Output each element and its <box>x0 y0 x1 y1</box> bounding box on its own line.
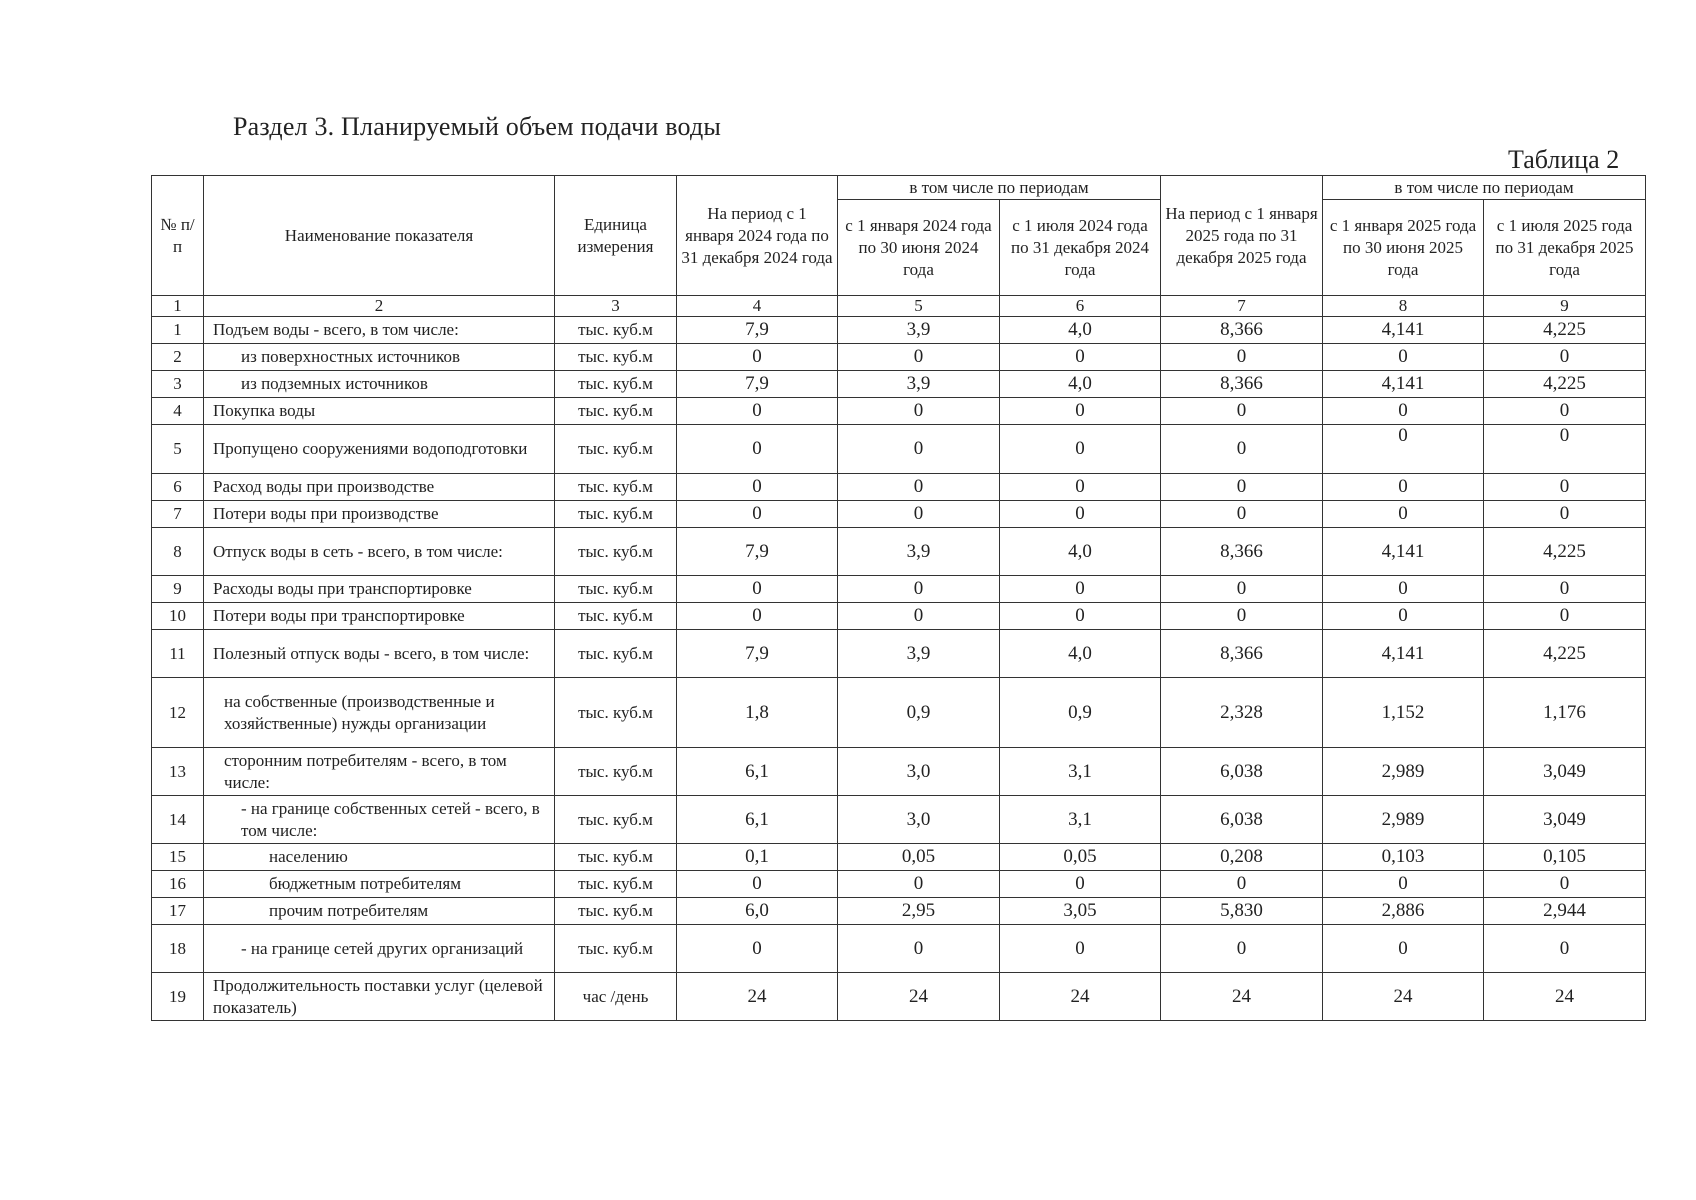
row-value: 0 <box>677 344 838 371</box>
row-value: 2,886 <box>1323 898 1484 925</box>
row-value: 0 <box>1000 501 1161 528</box>
row-name: Продолжительность поставки услуг (целевой показатель) <box>204 973 555 1021</box>
table-row <box>152 425 1646 474</box>
header-unit: Единица измерения <box>555 176 677 296</box>
row-value: 4,225 <box>1484 528 1646 576</box>
row-value: 0 <box>838 425 1000 474</box>
row-value: 0 <box>1000 398 1161 425</box>
col-number: 5 <box>838 296 1000 317</box>
row-unit: тыс. куб.м <box>555 317 677 344</box>
row-name: Покупка воды <box>204 398 555 425</box>
row-value: 0 <box>1323 474 1484 501</box>
table-row <box>152 603 1646 630</box>
row-value: 5,830 <box>1161 898 1323 925</box>
header-group-2024: в том числе по периодам <box>838 176 1161 200</box>
row-number: 14 <box>152 796 204 844</box>
col-number: 2 <box>204 296 555 317</box>
row-unit: тыс. куб.м <box>555 371 677 398</box>
row-number: 2 <box>152 344 204 371</box>
col-number: 8 <box>1323 296 1484 317</box>
header-num: № п/п <box>152 176 204 296</box>
row-value: 0 <box>838 474 1000 501</box>
row-value: 0 <box>838 925 1000 973</box>
row-value: 7,9 <box>677 371 838 398</box>
table-row <box>152 844 1646 871</box>
row-value: 3,9 <box>838 317 1000 344</box>
row-unit: тыс. куб.м <box>555 925 677 973</box>
row-unit: тыс. куб.м <box>555 898 677 925</box>
row-value: 1,152 <box>1323 678 1484 748</box>
table-row <box>152 925 1646 973</box>
row-value: 0 <box>677 871 838 898</box>
row-value: 4,141 <box>1323 528 1484 576</box>
row-value: 0 <box>677 425 838 474</box>
row-value: 0 <box>1000 344 1161 371</box>
row-value: 0,1 <box>677 844 838 871</box>
table-label: Таблица 2 <box>1508 145 1620 174</box>
row-value: 3,0 <box>838 748 1000 796</box>
row-name: - на границе собственных сетей - всего, в том числе: <box>204 796 555 844</box>
row-number: 10 <box>152 603 204 630</box>
col-number: 4 <box>677 296 838 317</box>
row-unit: тыс. куб.м <box>555 474 677 501</box>
row-number: 4 <box>152 398 204 425</box>
row-name: сторонним потребителям - всего, в том числе: <box>204 748 555 796</box>
row-value: 0 <box>1323 925 1484 973</box>
row-value: 4,141 <box>1323 630 1484 678</box>
row-value: 4,0 <box>1000 630 1161 678</box>
table-row <box>152 576 1646 603</box>
row-value: 4,225 <box>1484 371 1646 398</box>
row-value: 0 <box>838 501 1000 528</box>
row-value: 0 <box>1484 398 1646 425</box>
row-value: 8,366 <box>1161 528 1323 576</box>
col-number: 3 <box>555 296 677 317</box>
row-number: 7 <box>152 501 204 528</box>
row-value: 0 <box>1161 603 1323 630</box>
row-value: 2,328 <box>1161 678 1323 748</box>
row-number: 8 <box>152 528 204 576</box>
row-number: 15 <box>152 844 204 871</box>
row-value: 0 <box>1161 425 1323 474</box>
row-value: 0 <box>1323 398 1484 425</box>
table-row <box>152 317 1646 344</box>
row-value: 0,105 <box>1484 844 1646 871</box>
row-number: 3 <box>152 371 204 398</box>
row-value: 3,1 <box>1000 748 1161 796</box>
row-value: 8,366 <box>1161 630 1323 678</box>
header-h1-2025: с 1 января 2025 года по 30 июня 2025 года <box>1323 200 1484 296</box>
row-value: 4,0 <box>1000 371 1161 398</box>
row-value: 7,9 <box>677 630 838 678</box>
row-value: 2,944 <box>1484 898 1646 925</box>
row-value: 0 <box>838 398 1000 425</box>
header-h2-2025: с 1 июля 2025 года по 31 декабря 2025 года <box>1484 200 1646 296</box>
row-value: 24 <box>1484 973 1646 1021</box>
row-value: 24 <box>1000 973 1161 1021</box>
table-row <box>152 501 1646 528</box>
row-value: 0,9 <box>838 678 1000 748</box>
row-value: 4,225 <box>1484 630 1646 678</box>
row-name: бюджетным потребителям <box>204 871 555 898</box>
row-value: 3,049 <box>1484 796 1646 844</box>
row-unit: тыс. куб.м <box>555 796 677 844</box>
table-row <box>152 398 1646 425</box>
row-value: 1,176 <box>1484 678 1646 748</box>
header-name: Наименование показателя <box>204 176 555 296</box>
row-value: 3,1 <box>1000 796 1161 844</box>
row-value: 3,0 <box>838 796 1000 844</box>
row-value: 24 <box>677 973 838 1021</box>
table-row <box>152 474 1646 501</box>
row-name: прочим потребителям <box>204 898 555 925</box>
table-row <box>152 973 1646 1021</box>
row-value: 0 <box>1484 925 1646 973</box>
table-row <box>152 371 1646 398</box>
row-name: из подземных источников <box>204 371 555 398</box>
row-value: 0 <box>1323 344 1484 371</box>
row-number: 19 <box>152 973 204 1021</box>
row-value: 3,05 <box>1000 898 1161 925</box>
row-value: 4,141 <box>1323 317 1484 344</box>
row-value: 0 <box>1000 603 1161 630</box>
header-period-2024: На период с 1 января 2024 года по 31 декабря 2024 года <box>677 176 838 296</box>
row-value: 7,9 <box>677 317 838 344</box>
col-number: 1 <box>152 296 204 317</box>
row-value: 0 <box>1484 603 1646 630</box>
row-value: 6,038 <box>1161 796 1323 844</box>
row-name: - на границе сетей других организаций <box>204 925 555 973</box>
row-value: 4,0 <box>1000 317 1161 344</box>
row-number: 12 <box>152 678 204 748</box>
table-row <box>152 678 1646 748</box>
row-unit: тыс. куб.м <box>555 603 677 630</box>
row-unit: тыс. куб.м <box>555 528 677 576</box>
row-value: 0 <box>1484 425 1646 474</box>
row-value: 6,038 <box>1161 748 1323 796</box>
row-number: 16 <box>152 871 204 898</box>
row-value: 0 <box>838 871 1000 898</box>
row-value: 0 <box>1161 871 1323 898</box>
table-row <box>152 898 1646 925</box>
row-value: 0 <box>1484 576 1646 603</box>
row-name: Пропущено сооружениями водоподготовки <box>204 425 555 474</box>
table-row <box>152 344 1646 371</box>
row-value: 2,95 <box>838 898 1000 925</box>
row-name: Полезный отпуск воды - всего, в том числе: <box>204 630 555 678</box>
row-value: 4,225 <box>1484 317 1646 344</box>
row-value: 0 <box>1000 576 1161 603</box>
row-number: 17 <box>152 898 204 925</box>
row-unit: тыс. куб.м <box>555 630 677 678</box>
row-unit: тыс. куб.м <box>555 425 677 474</box>
row-value: 3,049 <box>1484 748 1646 796</box>
row-number: 13 <box>152 748 204 796</box>
row-value: 0 <box>1484 871 1646 898</box>
row-value: 24 <box>838 973 1000 1021</box>
row-value: 0 <box>1323 576 1484 603</box>
table-row <box>152 528 1646 576</box>
col-number: 6 <box>1000 296 1161 317</box>
row-value: 2,989 <box>1323 796 1484 844</box>
row-number: 6 <box>152 474 204 501</box>
row-number: 5 <box>152 425 204 474</box>
row-value: 3,9 <box>838 630 1000 678</box>
row-name: Подъем воды - всего, в том числе: <box>204 317 555 344</box>
row-value: 6,0 <box>677 898 838 925</box>
row-name: Потери воды при производстве <box>204 501 555 528</box>
row-value: 0 <box>677 398 838 425</box>
row-name: Потери воды при транспортировке <box>204 603 555 630</box>
row-value: 0 <box>1323 501 1484 528</box>
row-name: из поверхностных источников <box>204 344 555 371</box>
row-unit: тыс. куб.м <box>555 678 677 748</box>
row-unit: час /день <box>555 973 677 1021</box>
row-number: 9 <box>152 576 204 603</box>
row-value: 0 <box>1161 501 1323 528</box>
row-value: 3,9 <box>838 528 1000 576</box>
row-name: населению <box>204 844 555 871</box>
section-title: Раздел 3. Планируемый объем подачи воды <box>233 112 722 141</box>
row-unit: тыс. куб.м <box>555 844 677 871</box>
header-h1-2024: с 1 января 2024 года по 30 июня 2024 года <box>838 200 1000 296</box>
table-row <box>152 630 1646 678</box>
water-supply-table <box>151 175 1646 1021</box>
row-number: 11 <box>152 630 204 678</box>
row-value: 8,366 <box>1161 317 1323 344</box>
row-name: на собственные (производственные и хозяйственные) нужды организации <box>204 678 555 748</box>
row-value: 0 <box>1161 925 1323 973</box>
row-value: 0 <box>677 501 838 528</box>
row-value: 24 <box>1161 973 1323 1021</box>
row-name: Отпуск воды в сеть - всего, в том числе: <box>204 528 555 576</box>
row-value: 7,9 <box>677 528 838 576</box>
row-value: 0 <box>1484 501 1646 528</box>
row-unit: тыс. куб.м <box>555 501 677 528</box>
row-unit: тыс. куб.м <box>555 344 677 371</box>
row-value: 0 <box>1161 474 1323 501</box>
row-value: 0,9 <box>1000 678 1161 748</box>
row-name: Расход воды при производстве <box>204 474 555 501</box>
row-value: 0 <box>677 603 838 630</box>
row-unit: тыс. куб.м <box>555 871 677 898</box>
row-value: 0 <box>1000 871 1161 898</box>
row-value: 0 <box>838 603 1000 630</box>
row-value: 0 <box>1161 576 1323 603</box>
row-value: 0 <box>677 576 838 603</box>
row-unit: тыс. куб.м <box>555 576 677 603</box>
col-number: 9 <box>1484 296 1646 317</box>
row-value: 8,366 <box>1161 371 1323 398</box>
row-value: 0,103 <box>1323 844 1484 871</box>
row-value: 6,1 <box>677 748 838 796</box>
row-value: 2,989 <box>1323 748 1484 796</box>
row-unit: тыс. куб.м <box>555 398 677 425</box>
row-value: 0 <box>838 576 1000 603</box>
row-value: 0,05 <box>1000 844 1161 871</box>
table-row <box>152 748 1646 796</box>
row-value: 3,9 <box>838 371 1000 398</box>
row-unit: тыс. куб.м <box>555 748 677 796</box>
row-number: 1 <box>152 317 204 344</box>
row-value: 0 <box>1000 925 1161 973</box>
row-value: 0,05 <box>838 844 1000 871</box>
table-row <box>152 796 1646 844</box>
row-value: 24 <box>1323 973 1484 1021</box>
column-number-row <box>152 296 1646 317</box>
row-value: 0 <box>1484 474 1646 501</box>
row-value: 0 <box>677 474 838 501</box>
row-value: 0 <box>1323 871 1484 898</box>
row-value: 6,1 <box>677 796 838 844</box>
row-number: 18 <box>152 925 204 973</box>
row-value: 0 <box>677 925 838 973</box>
row-value: 0 <box>838 344 1000 371</box>
row-value: 0 <box>1323 425 1484 474</box>
row-value: 0 <box>1484 344 1646 371</box>
row-value: 0 <box>1161 344 1323 371</box>
row-value: 0,208 <box>1161 844 1323 871</box>
header-period-2025: На период с 1 января 2025 года по 31 декабря 2025 года <box>1161 176 1323 296</box>
header-h2-2024: с 1 июля 2024 года по 31 декабря 2024 года <box>1000 200 1161 296</box>
col-number: 7 <box>1161 296 1323 317</box>
row-value: 0 <box>1000 425 1161 474</box>
table-row <box>152 871 1646 898</box>
row-value: 0 <box>1161 398 1323 425</box>
row-value: 0 <box>1000 474 1161 501</box>
header-group-2025: в том числе по периодам <box>1323 176 1646 200</box>
row-value: 0 <box>1323 603 1484 630</box>
row-value: 4,0 <box>1000 528 1161 576</box>
row-value: 4,141 <box>1323 371 1484 398</box>
row-name: Расходы воды при транспортировке <box>204 576 555 603</box>
row-value: 1,8 <box>677 678 838 748</box>
